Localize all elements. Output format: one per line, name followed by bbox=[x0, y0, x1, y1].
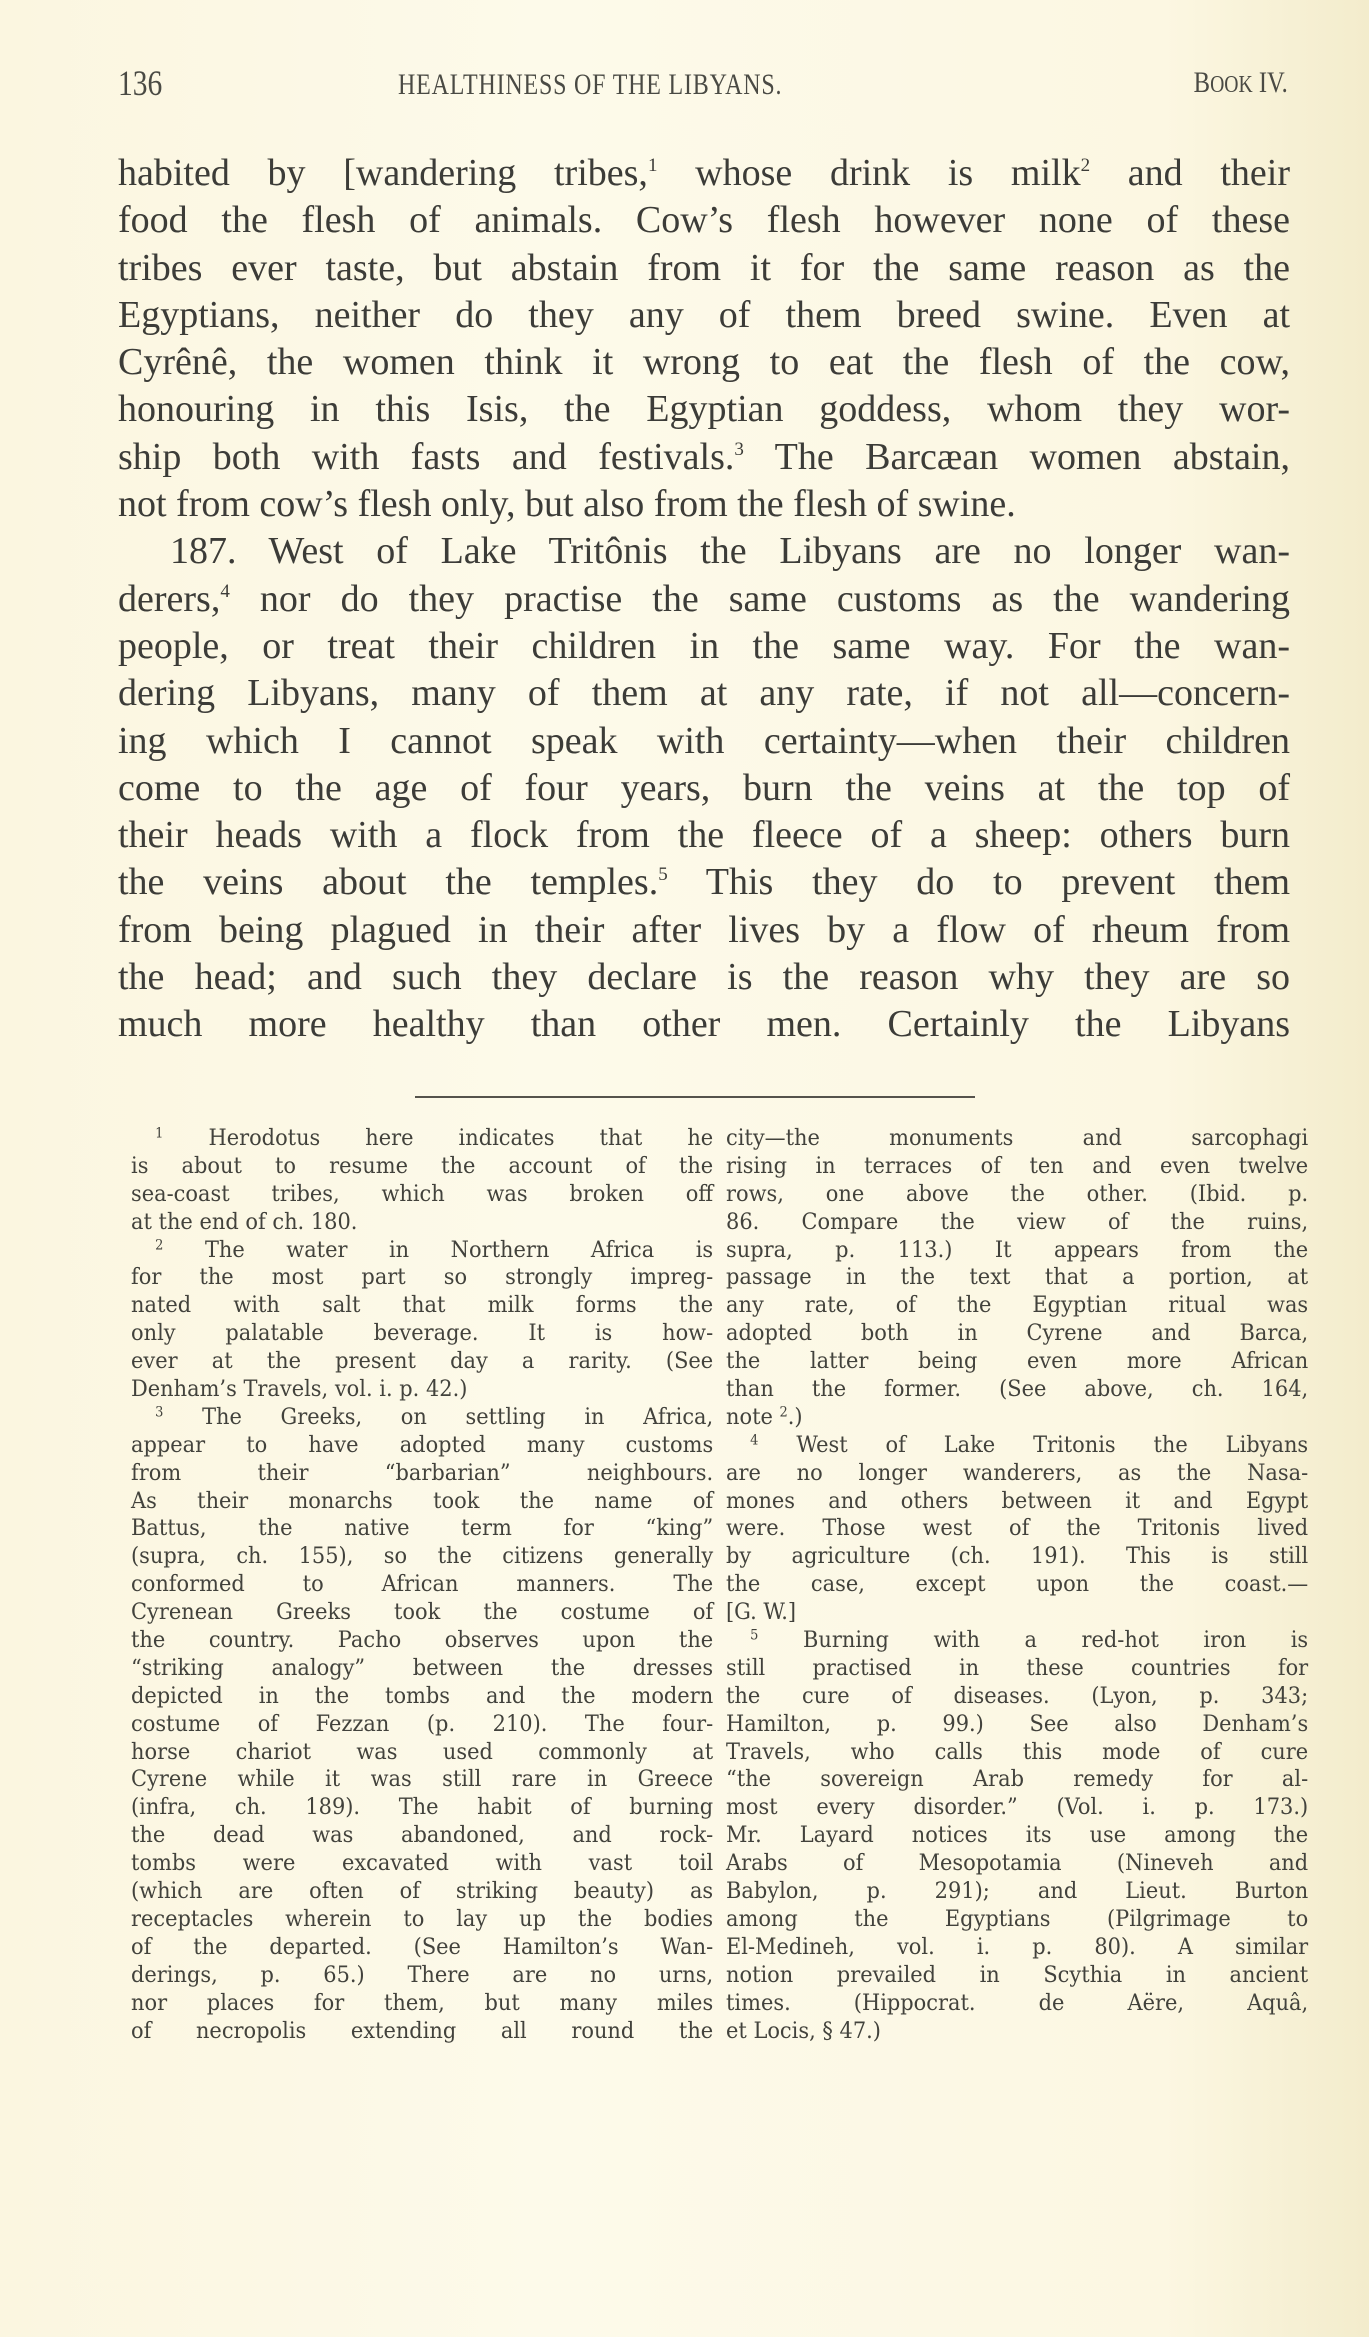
book-label-number: IV. bbox=[1252, 66, 1288, 99]
footnote-line: (supra, ch. 155), so the citizens generally bbox=[131, 1543, 714, 1570]
footnote-line: Arabs of Mesopotamia (Nineveh and bbox=[726, 1850, 1309, 1877]
footnote-ref-4: 4 bbox=[220, 580, 230, 602]
footnote-line: times. (Hippocrat. de Aëre, Aquâ, bbox=[726, 1989, 1309, 2016]
book-label bbox=[1194, 66, 1288, 100]
footnote-3: $^3$ The Greeks, on settling in Africa, bbox=[155, 1403, 714, 1430]
text-line: the head; and such they declare is the reason why they are so bbox=[118, 956, 1290, 999]
text-line: people, or treat their children in the same way. For the wan- bbox=[118, 624, 1290, 667]
main-text-body bbox=[118, 150, 1290, 1049]
text-line: from being plagued in their after lives by a flow of rheum from bbox=[118, 908, 1290, 951]
footnote-line: horse chariot was used commonly at bbox=[131, 1738, 714, 1765]
footnote-line: receptacles wherein to lay up the bodies bbox=[131, 1905, 714, 1932]
book-label-initial: B bbox=[1193, 66, 1211, 99]
footnote-line: Babylon, p. 291); and Lieut. Burton bbox=[726, 1878, 1309, 1905]
text-line: habited by [wandering tribes,$^1$ whose drink is milk$^2$ and their bbox=[118, 152, 1291, 194]
footnote-line: El-Medineh, vol. i. p. 80). A similar bbox=[726, 1933, 1309, 1960]
footnote-line: still practised in these countries for bbox=[726, 1654, 1309, 1681]
footnote-line: Hamilton, p. 99.) See also Denham’s bbox=[726, 1710, 1309, 1737]
footnote-line: Cyrenean Greeks took the costume of bbox=[131, 1599, 714, 1626]
footnote-line: As their monarchs took the name of bbox=[131, 1487, 714, 1514]
footnote-line: tombs were excavated with vast toil bbox=[131, 1850, 714, 1877]
footnote-ref-2: 2 bbox=[1080, 154, 1091, 176]
footnote-line: sea-coast tribes, which was broken off bbox=[131, 1180, 714, 1207]
text-line: honouring in this Isis, the Egyptian goddess, whom they wor- bbox=[118, 388, 1290, 431]
footnote-line: rows, one above the other. (Ibid. p. bbox=[726, 1180, 1309, 1207]
footnote-line: are no longer wanderers, as the Nasa- bbox=[726, 1459, 1309, 1486]
footnote-line: “the sovereign Arab remedy for al- bbox=[726, 1766, 1309, 1793]
footnote-line: (which are often of striking beauty) as bbox=[131, 1878, 714, 1905]
footnote-line: the cure of diseases. (Lyon, p. 343; bbox=[726, 1682, 1309, 1709]
footnotes-left-column bbox=[131, 1125, 713, 2045]
footnote-line: any rate, of the Egyptian ritual was bbox=[726, 1292, 1309, 1319]
footnote-line: et Locis, § 47.) bbox=[726, 2017, 881, 2044]
footnote-line: city—the monuments and sarcophagi bbox=[726, 1125, 1309, 1151]
footnote-line: notion prevailed in Scythia in ancient bbox=[726, 1961, 1309, 1988]
text-line: tribes ever taste, but abstain from it for the same reason as the bbox=[118, 246, 1290, 289]
footnote-line: among the Egyptians (Pilgrimage to bbox=[726, 1905, 1309, 1932]
text-line: dering Libyans, many of them at any rate, if not all—concern- bbox=[118, 672, 1290, 715]
footnote-line: of the departed. (See Hamilton’s Wan- bbox=[131, 1933, 714, 1960]
footnote-line: Battus, the native term for “king” bbox=[131, 1515, 714, 1542]
footnote-line: most every disorder.” (Vol. i. p. 173.) bbox=[726, 1794, 1309, 1821]
footnote-2: $^2$ The water in Northern Africa is bbox=[155, 1236, 714, 1263]
footnote-divider bbox=[415, 1096, 975, 1098]
footnote-line: nor places for them, but many miles bbox=[131, 1989, 714, 2016]
footnote-line: from their “barbarian” neighbours. bbox=[131, 1459, 714, 1486]
footnote-line: the dead was abandoned, and rock- bbox=[131, 1822, 714, 1849]
book-label-smallcaps: OOK bbox=[1210, 72, 1253, 98]
footnote-line: than the former. (See above, ch. 164, bbox=[726, 1376, 1309, 1403]
text-line: Cyrênê, the women think it wrong to eat the flesh of the cow, bbox=[118, 341, 1290, 384]
footnote-line: (infra, ch. 189). The habit of burning bbox=[131, 1794, 714, 1821]
text-line: much more healthy than other men. Certainly the Libyans bbox=[118, 1003, 1290, 1046]
footnote-line: 86. Compare the view of the ruins, bbox=[726, 1208, 1309, 1235]
text-line: Egyptians, neither do they any of them breed swine. Even at bbox=[118, 293, 1290, 336]
text-line: come to the age of four years, burn the veins at the top of bbox=[118, 766, 1290, 809]
footnote-line: supra, p. 113.) It appears from the bbox=[726, 1236, 1309, 1263]
footnote-line: the country. Pacho observes upon the bbox=[131, 1627, 714, 1654]
footnote-line: costume of Fezzan (p. 210). The four- bbox=[131, 1710, 714, 1737]
footnote-line: nated with salt that milk forms the bbox=[131, 1292, 714, 1319]
footnote-line: adopted both in Cyrene and Barca, bbox=[726, 1320, 1309, 1347]
footnote-line: at the end of ch. 180. bbox=[131, 1208, 358, 1235]
footnote-line: for the most part so strongly impreg- bbox=[131, 1264, 714, 1291]
footnote-line: by agriculture (ch. 191). This is still bbox=[726, 1543, 1309, 1570]
footnote-ref-5: 5 bbox=[658, 864, 668, 886]
running-head bbox=[118, 62, 1288, 112]
running-title: HEALTHINESS OF THE LIBYANS. bbox=[398, 68, 783, 101]
footnote-line: the case, except upon the coast.— bbox=[726, 1571, 1309, 1598]
text-line: not from cow’s flesh only, but also from the flesh of swine. bbox=[118, 483, 1016, 526]
footnote-1: $^1$ Herodotus here indicates that he bbox=[155, 1125, 714, 1151]
text-line: their heads with a flock from the fleece of a sheep: others burn bbox=[118, 814, 1290, 857]
footnote-line: Mr. Layard notices its use among the bbox=[726, 1822, 1309, 1849]
footnote-line: derings, p. 65.) There are no urns, bbox=[131, 1961, 714, 1988]
footnote-5: $^5$ Burning with a red-hot iron is bbox=[750, 1627, 1309, 1654]
footnote-line: Cyrene while it was still rare in Greece bbox=[131, 1766, 714, 1793]
text-line: the veins about the temples.$^5$ This they do to prevent them bbox=[118, 861, 1291, 904]
footnote-line: passage in the text that a portion, at bbox=[726, 1264, 1309, 1291]
footnote-line: only palatable beverage. It is how- bbox=[131, 1320, 714, 1347]
footnote-line: were. Those west of the Tritonis lived bbox=[726, 1515, 1309, 1542]
footnote-line: rising in terraces of ten and even twelve bbox=[726, 1152, 1309, 1179]
footnote-line: note $^2$.) bbox=[726, 1403, 803, 1430]
page-number: 136 bbox=[118, 63, 163, 103]
footnote-line: Denham’s Travels, vol. i. p. 42.) bbox=[131, 1376, 468, 1403]
footnote-line: the latter being even more African bbox=[726, 1348, 1309, 1375]
footnote-line: is about to resume the account of the bbox=[131, 1152, 714, 1179]
footnote-line: appear to have adopted many customs bbox=[131, 1431, 714, 1458]
footnote-line: conformed to African manners. The bbox=[131, 1571, 714, 1598]
footnote-line: depicted in the tombs and the modern bbox=[131, 1682, 714, 1709]
text-line: ing which I cannot speak with certainty—when their children bbox=[118, 719, 1290, 762]
footnote-ref-3: 3 bbox=[734, 438, 744, 460]
footnote-line: ever at the present day a rarity. (See bbox=[131, 1348, 714, 1375]
chapter-187-start: 187. West of Lake Tritônis the Libyans are no longer wan- bbox=[170, 530, 1290, 573]
footnote-line: Travels, who calls this mode of cure bbox=[726, 1738, 1309, 1765]
footnote-line: of necropolis extending all round the bbox=[131, 2017, 714, 2044]
text-line: ship both with fasts and festivals.$^3$ The Barcæan women abstain, bbox=[118, 435, 1290, 478]
footnote-line: mones and others between it and Egypt bbox=[726, 1487, 1309, 1514]
footnote-line: [G. W.] bbox=[726, 1599, 797, 1626]
footnotes-right-column bbox=[726, 1125, 1308, 2045]
footnote-ref-1: 1 bbox=[647, 154, 658, 176]
footnote-4: $^4$ West of Lake Tritonis the Libyans bbox=[750, 1431, 1309, 1458]
footnote-line: “striking analogy” between the dresses bbox=[131, 1654, 714, 1681]
text-line: derers,$^4$ nor do they practise the same customs as the wandering bbox=[118, 577, 1290, 620]
text-line: food the flesh of animals. Cow’s flesh however none of these bbox=[118, 199, 1290, 242]
